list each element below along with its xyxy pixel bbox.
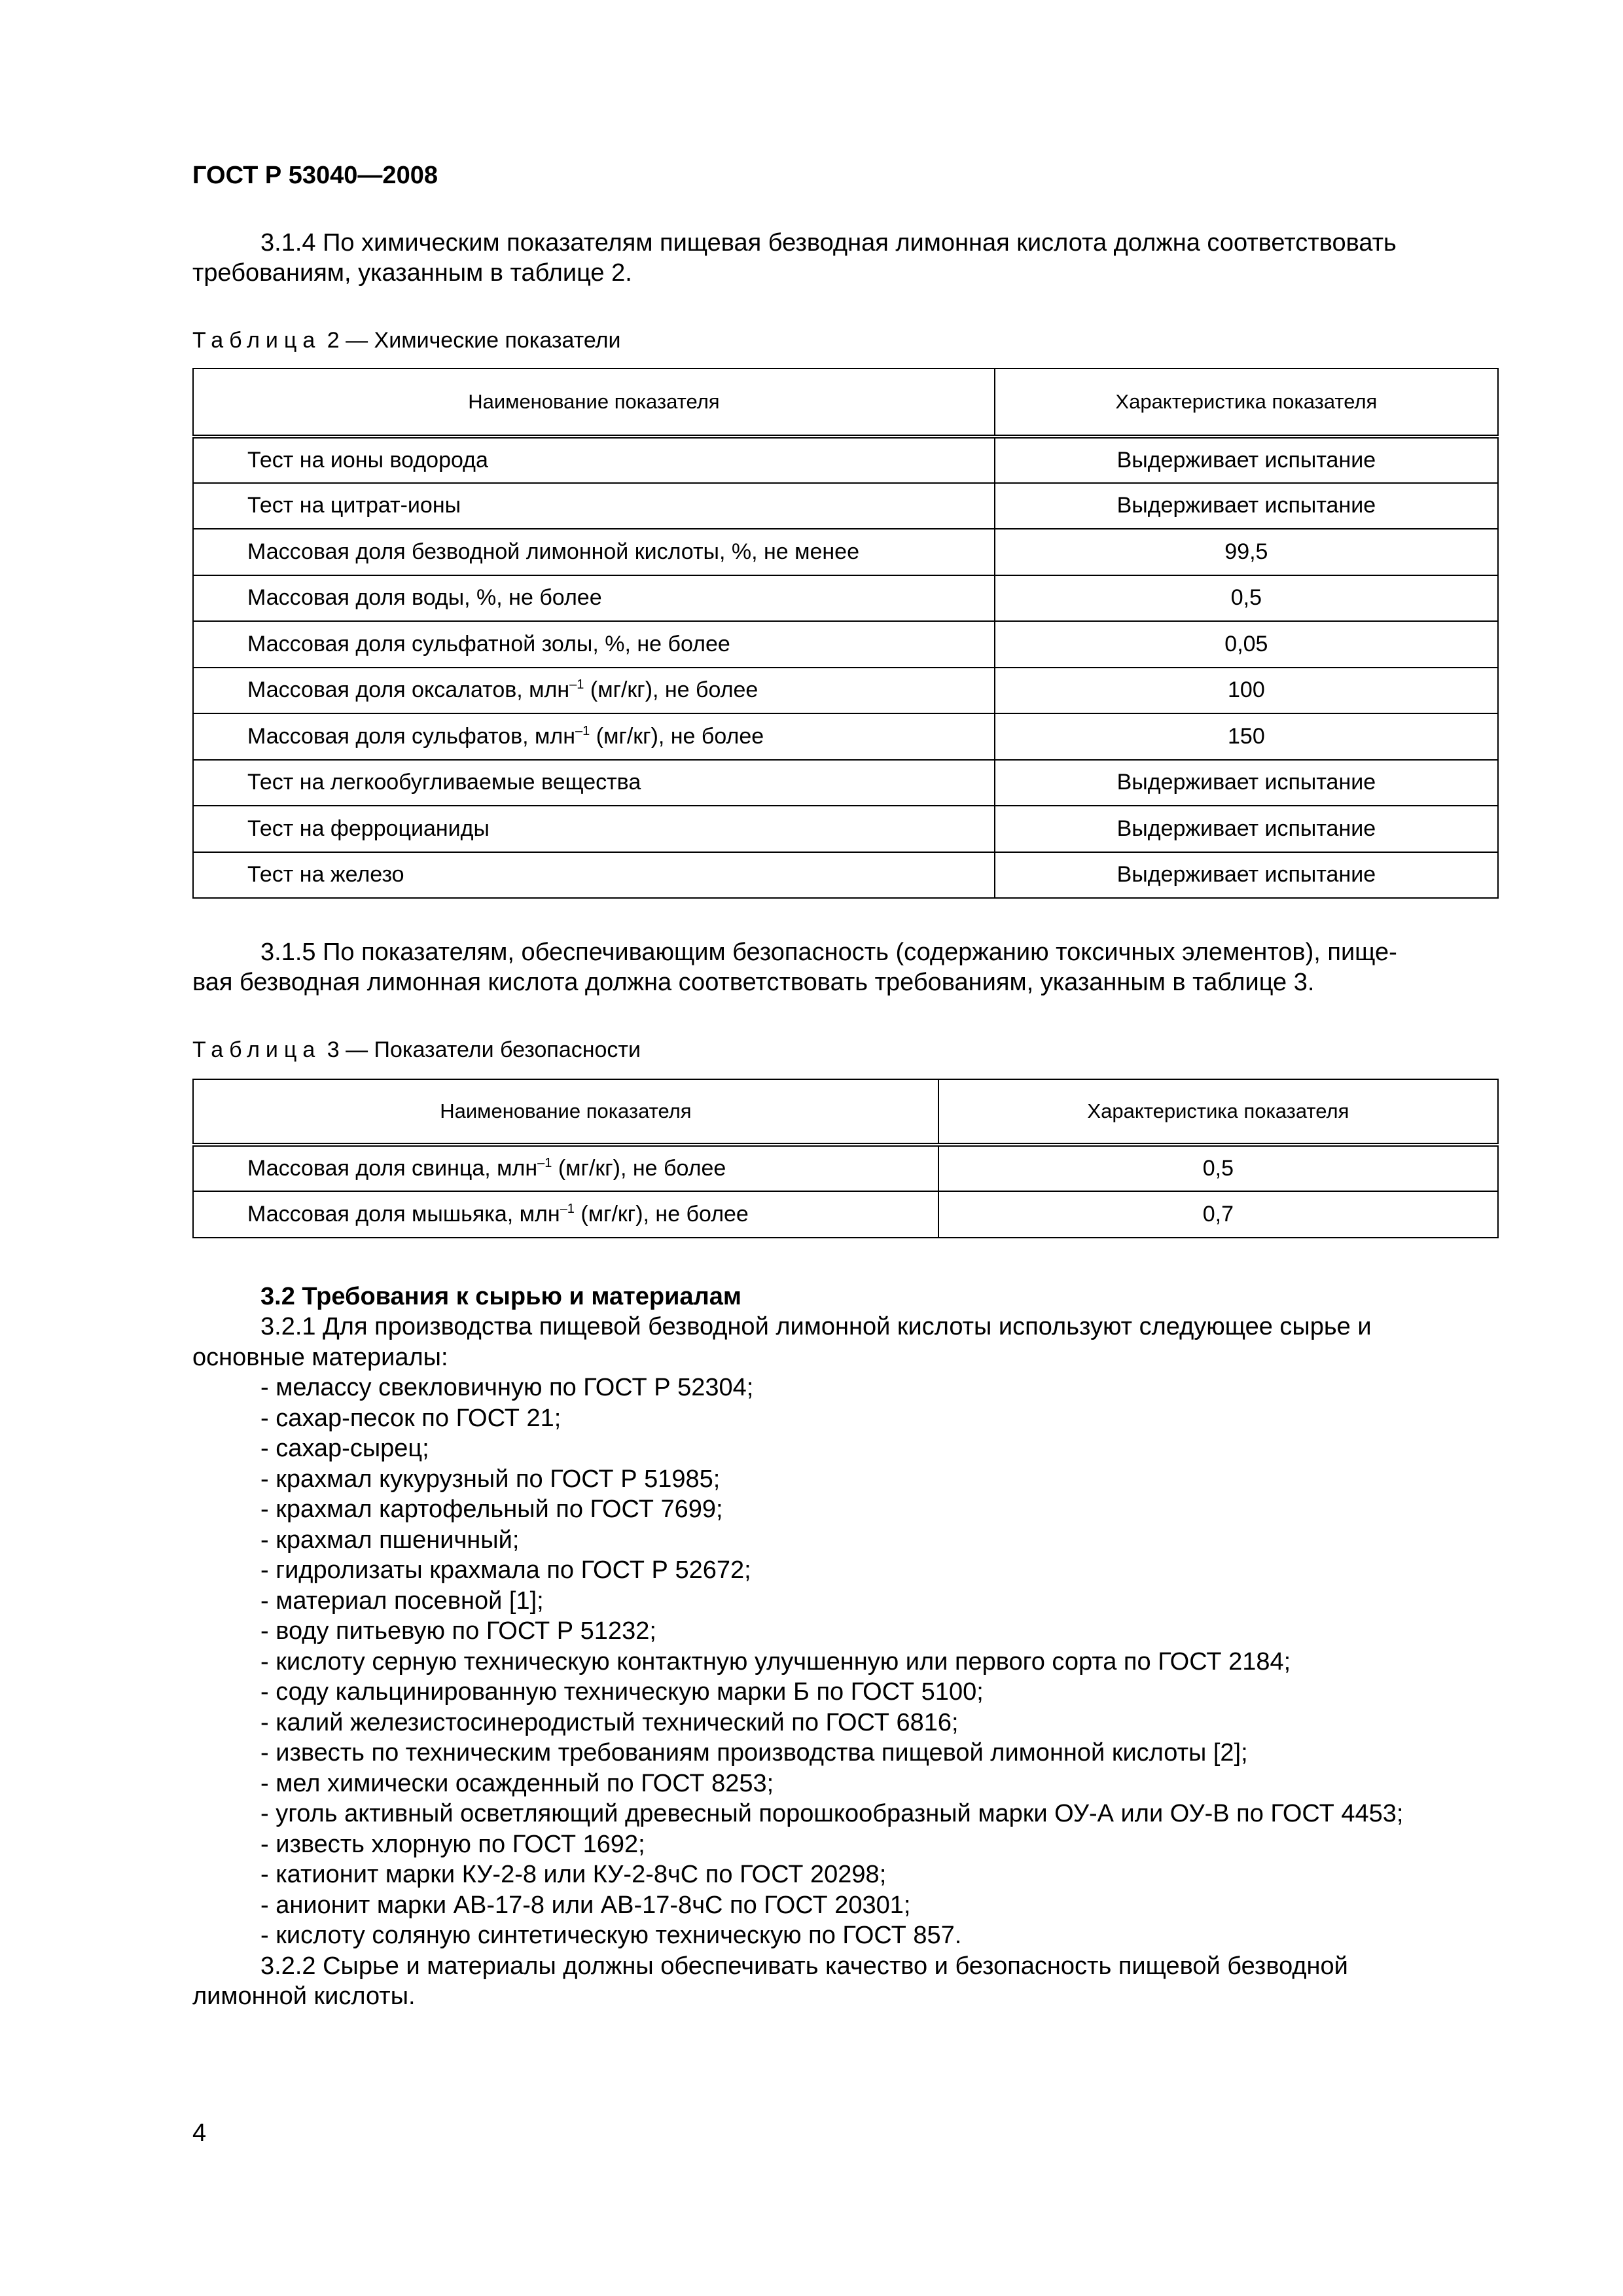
chemical-indicators-table — [192, 368, 1499, 899]
indicator-name-tail: (мг/кг), не более — [552, 1156, 726, 1181]
table-3-caption — [192, 1035, 641, 1064]
table-2-caption — [192, 326, 620, 355]
list-item: - мел химически осажденный по ГОСТ 8253; — [260, 1769, 774, 1797]
table-row — [193, 760, 1498, 806]
indicator-name-cell — [193, 760, 995, 806]
table-row — [193, 713, 1498, 760]
paragraph-line: вая безводная лимонная кислота должна соответствовать требованиям, указанным в таблице 3. — [192, 969, 1315, 996]
paragraph-3-1-4 — [192, 228, 1499, 288]
indicator-name-cell — [193, 713, 995, 760]
table-row — [193, 621, 1498, 668]
list-item: - известь по техническим требованиям производства пищевой лимонной кислоты [2]; — [260, 1739, 1248, 1767]
list-item: - крахмал кукурузный по ГОСТ Р 51985; — [260, 1465, 721, 1493]
column-header-value: Характеристика показателя — [995, 368, 1498, 437]
indicator-value-cell: 150 — [995, 713, 1498, 760]
indicator-name-cell — [193, 575, 995, 622]
paragraph-3-2-2-line: 3.2.2 Сырье и материалы должны обеспечивать качество и безопасность пищевой безводной — [260, 1952, 1348, 1980]
indicator-name-cell — [193, 806, 995, 852]
table-row — [193, 529, 1498, 575]
unit-exponent: –1 — [569, 677, 584, 692]
indicator-value-cell: 0,5 — [995, 575, 1498, 622]
table-row — [193, 575, 1498, 622]
list-item: - кислоту соляную синтетическую техническую по ГОСТ 857. — [260, 1922, 962, 1949]
indicator-name-tail: (мг/кг), не более — [590, 723, 764, 749]
indicator-value-cell: 100 — [995, 668, 1498, 714]
materials-list — [192, 1372, 1499, 1951]
indicator-name-tail: (мг/кг), не более — [574, 1202, 749, 1227]
indicator-value-cell: 0,7 — [938, 1191, 1498, 1238]
indicator-value-cell: Выдерживает испытание — [995, 437, 1498, 483]
list-item: - анионит марки АВ-17-8 или АВ-17-8чС по ГОСТ 20301; — [260, 1891, 911, 1919]
indicator-name-tail: (мг/кг), не более — [584, 677, 758, 703]
indicator-name: Массовая доля безводной лимонной кислоты, %, не менее — [247, 539, 859, 564]
indicator-name-cell — [193, 1145, 938, 1191]
indicator-name: Тест на ферроцианиды — [247, 816, 490, 841]
list-item: - крахмал пшеничный; — [260, 1526, 520, 1554]
table-row — [193, 437, 1498, 483]
caption-word: Таблица — [192, 1037, 321, 1062]
paragraph-3-2-1-line: 3.2.1 Для производства пищевой безводной лимонной кислоты используют следующее сырье и — [260, 1313, 1372, 1340]
list-item: - сахар-песок по ГОСТ 21; — [260, 1404, 562, 1432]
page-number: 4 — [192, 2119, 207, 2147]
table-row — [193, 852, 1498, 899]
indicator-value-cell: 99,5 — [995, 529, 1498, 575]
paragraph-line: 3.1.4 По химическим показателям пищевая безводная лимонная кислота должна соответствовать — [260, 229, 1397, 257]
safety-indicators-table — [192, 1079, 1499, 1238]
list-item: - мелассу свекловичную по ГОСТ Р 52304; — [260, 1374, 754, 1401]
indicator-name-cell — [193, 852, 995, 899]
indicator-name: Тест на ионы водорода — [247, 447, 488, 473]
column-header-name: Наименование показателя — [193, 368, 995, 437]
unit-exponent: –1 — [575, 723, 590, 738]
indicator-value-cell: Выдерживает испытание — [995, 760, 1498, 806]
list-item: - кислоту серную техническую контактную улучшенную или первого сорта по ГОСТ 2184; — [260, 1647, 1291, 1676]
list-item: - калий железистосинеродистый технический по ГОСТ 6816; — [260, 1708, 959, 1736]
paragraph-3-2-1-line: основные материалы: — [192, 1343, 448, 1371]
indicator-value-cell: Выдерживает испытание — [995, 852, 1498, 899]
list-item: - известь хлорную по ГОСТ 1692; — [260, 1830, 645, 1858]
paragraph-line: требованиям, указанным в таблице 2. — [192, 259, 632, 287]
indicator-value-cell: 0,05 — [995, 621, 1498, 668]
indicator-name-cell — [193, 668, 995, 714]
indicator-name-cell — [193, 1191, 938, 1238]
indicator-value-cell: Выдерживает испытание — [995, 483, 1498, 529]
indicator-name-cell — [193, 483, 995, 529]
document-code-header: ГОСТ Р 53040—2008 — [192, 162, 438, 189]
indicator-name: Массовая доля сульфатной золы, %, не более — [247, 631, 730, 656]
indicator-value-cell: 0,5 — [938, 1145, 1498, 1191]
table-row — [193, 806, 1498, 852]
list-item: - воду питьевую по ГОСТ Р 51232; — [260, 1617, 656, 1645]
paragraph-line: 3.1.5 По показателям, обеспечивающим безопасность (содержанию токсичных элементов), пище- — [260, 939, 1397, 966]
section-3-2-title: 3.2 Требования к сырью и материалам — [260, 1283, 741, 1310]
unit-exponent: –1 — [537, 1156, 552, 1170]
list-item: - материал посевной [1]; — [260, 1587, 544, 1615]
paragraph-3-2-2-line: лимонной кислоты. — [192, 1982, 416, 2010]
indicator-name: Массовая доля оксалатов, млн — [247, 677, 570, 703]
indicator-value-cell: Выдерживает испытание — [995, 806, 1498, 852]
indicator-name-cell — [193, 437, 995, 483]
table-row — [193, 668, 1498, 714]
table-header-row — [193, 368, 1498, 437]
list-item: - гидролизаты крахмала по ГОСТ Р 52672; — [260, 1556, 751, 1584]
table-row — [193, 483, 1498, 529]
indicator-name-cell — [193, 621, 995, 668]
indicator-name: Тест на железо — [247, 862, 404, 888]
indicator-name: Тест на легкообугливаемые вещества — [247, 770, 641, 795]
column-header-value: Характеристика показателя — [938, 1079, 1498, 1145]
section-3-2-body — [192, 1312, 1499, 2012]
caption-title: 2 — Химические показатели — [321, 328, 621, 353]
list-item: - крахмал картофельный по ГОСТ 7699; — [260, 1496, 723, 1523]
list-item: - катионит марки КУ-2-8 или КУ-2-8чС по ГОСТ 20298; — [260, 1861, 887, 1888]
caption-title: 3 — Показатели безопасности — [321, 1037, 641, 1062]
table-row — [193, 1191, 1498, 1238]
column-header-name: Наименование показателя — [193, 1079, 938, 1145]
table-row — [193, 1145, 1498, 1191]
caption-word: Таблица — [192, 328, 321, 353]
indicator-name: Массовая доля воды, %, не более — [247, 585, 602, 611]
indicator-name: Массовая доля свинца, млн — [247, 1156, 538, 1181]
indicator-name-cell — [193, 529, 995, 575]
list-item: - уголь активный осветляющий древесный порошкообразный марки ОУ-А или ОУ-В по ГОСТ 4453; — [260, 1800, 1404, 1827]
indicator-name: Массовая доля сульфатов, млн — [247, 723, 576, 749]
indicator-name: Тест на цитрат-ионы — [247, 493, 461, 518]
paragraph-3-1-5 — [192, 937, 1499, 997]
unit-exponent: –1 — [560, 1202, 575, 1216]
table-header-row — [193, 1079, 1498, 1145]
indicator-name: Массовая доля мышьяка, млн — [247, 1202, 560, 1227]
list-item: - сахар-сырец; — [260, 1435, 429, 1462]
list-item: - соду кальцинированную техническую марки Б по ГОСТ 5100; — [260, 1678, 984, 1706]
